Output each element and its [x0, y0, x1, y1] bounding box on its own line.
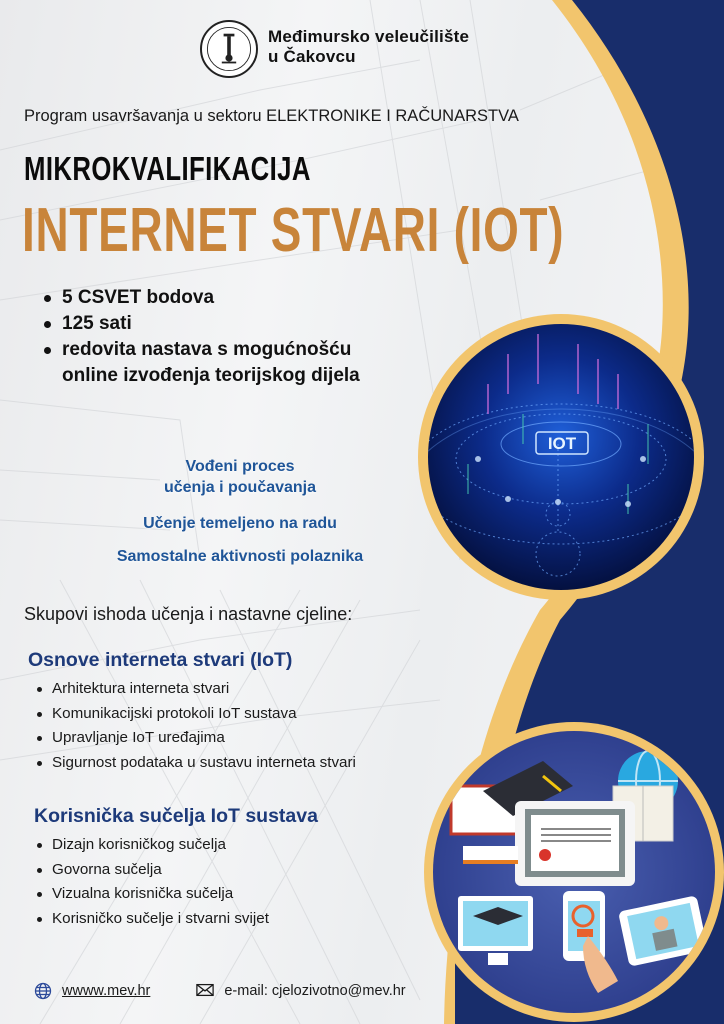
iot-basics-list [36, 677, 356, 775]
globe-icon [34, 982, 52, 1000]
list-item: Dizajn korisničkog sučelja [36, 833, 269, 858]
method-text: učenja i poučavanja [163, 479, 317, 496]
program-kicker: MIKROKVALIFIKACIJA [24, 150, 311, 187]
list-item: Upravljanje IoT uređajima [36, 726, 356, 751]
list-item: Sigurnost podataka u sustavu interneta stvari [36, 751, 356, 776]
institution-name [268, 27, 469, 67]
method-work-based-learning: Učenje temeljeno na radu [143, 515, 337, 532]
iot-network-image [418, 314, 704, 600]
list-item: Vizualna korisnička sučelja [36, 882, 269, 907]
section-heading-user-interfaces: Korisnička sučelja IoT sustava [34, 805, 318, 827]
list-item: Komunikacijski protokoli IoT sustava [36, 702, 356, 727]
method-independent-activities: Samostalne aktivnosti polaznika [116, 548, 364, 565]
svg-text:IOT: IOT [547, 434, 577, 453]
e-learning-illustration-icon [433, 731, 715, 1013]
fact-item: redovita nastava s mogućnošću online izvođenja teorijskog dijela [40, 337, 400, 389]
mail-icon [196, 982, 214, 1000]
section-heading-iot-basics: Osnove interneta stvari (IoT) [28, 649, 293, 671]
footer-contacts [34, 982, 406, 1000]
program-subtitle: Program usavršavanja u sektoru ELEKTRONIKE I RAČUNARSTVA [24, 107, 519, 125]
method-guided-learning [60, 456, 420, 498]
fact-item: 125 sati [40, 311, 400, 337]
list-item: Govorna sučelja [36, 858, 269, 883]
institution-logo [200, 20, 258, 78]
institution-seal-icon [202, 22, 256, 76]
fact-item: 5 CSVET bodova [40, 285, 400, 311]
program-facts-list [40, 285, 400, 389]
email-contact[interactable]: e-mail: cjelozivotno@mev.hr [224, 983, 406, 999]
iot-network-illustration-icon [428, 324, 694, 590]
list-item: Korisničko sučelje i stvarni svijet [36, 907, 269, 932]
list-item: Arhitektura interneta stvari [36, 677, 356, 702]
e-learning-image [424, 722, 724, 1022]
user-interfaces-list [36, 833, 269, 931]
method-text: Vođeni proces [185, 458, 295, 475]
website-link[interactable]: wwww.mev.hr [62, 983, 151, 999]
outcomes-lead: Skupovi ishoda učenja i nastavne cjeline: [24, 604, 353, 624]
institution-name-line2: u Čakovcu [268, 47, 356, 66]
page-title: INTERNET STVARI (IOT) [22, 196, 565, 265]
institution-name-line1: Međimursko veleučilište [268, 27, 470, 46]
